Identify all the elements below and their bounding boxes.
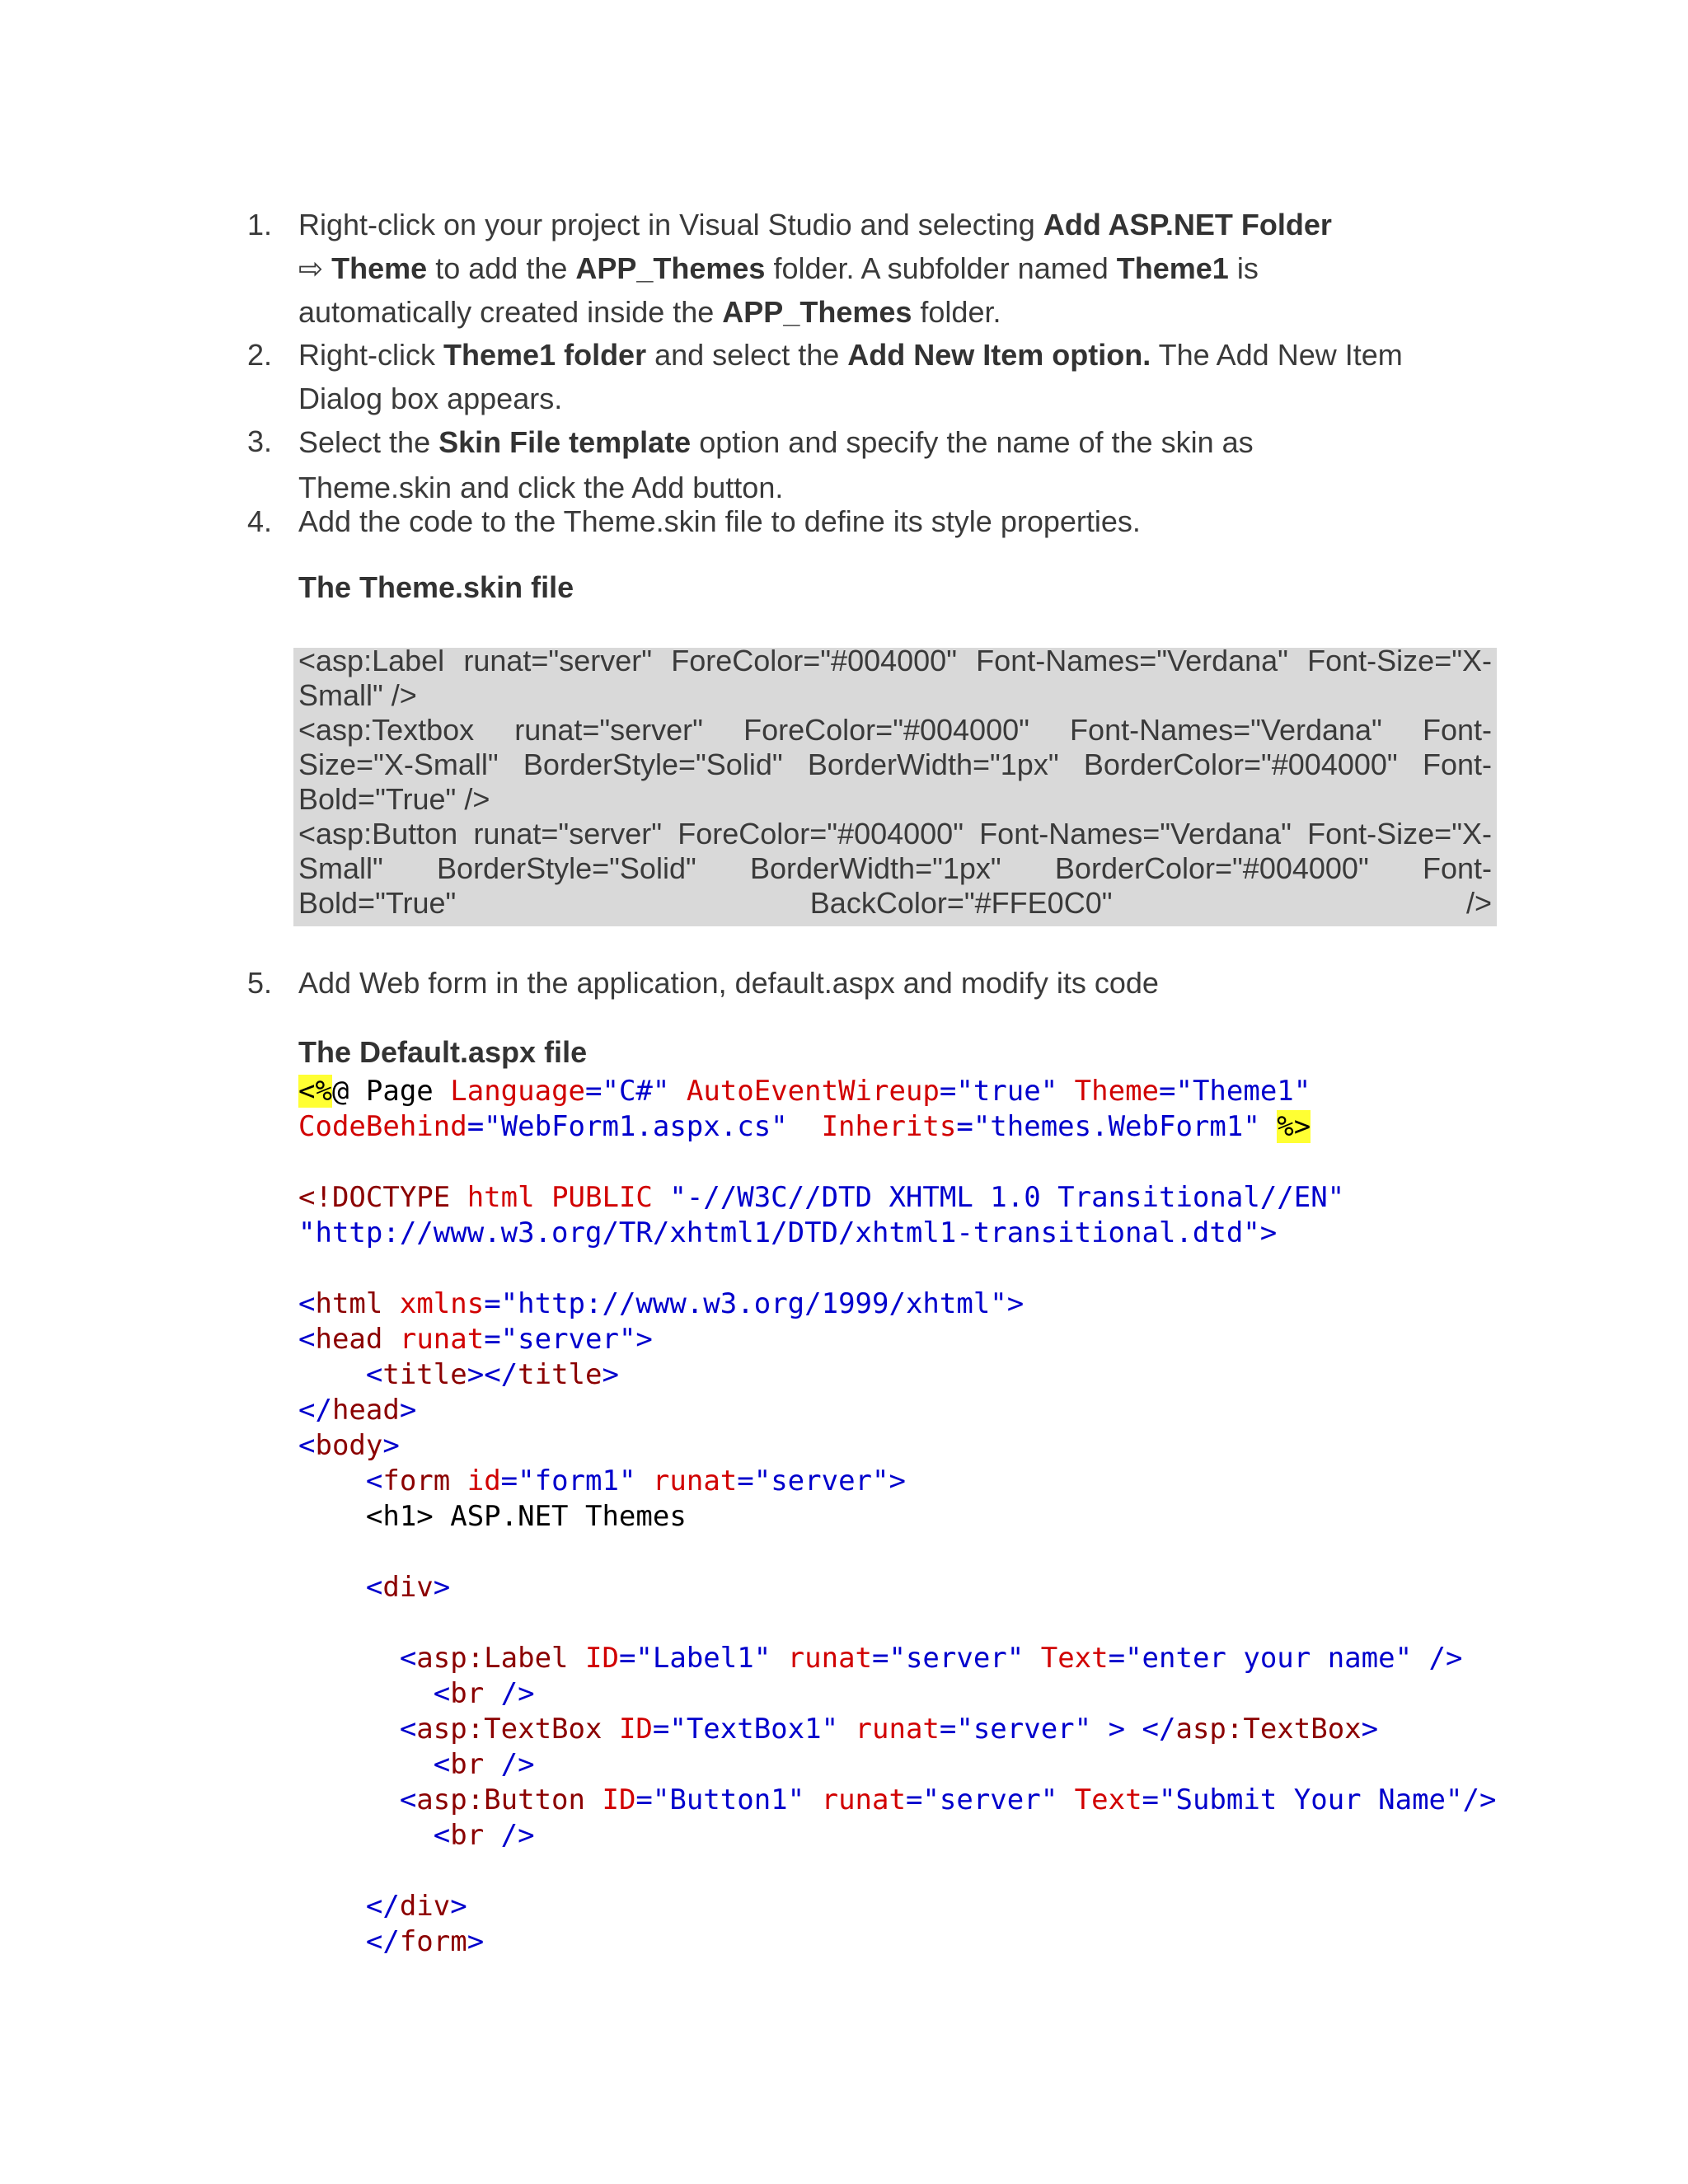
- code-token: <: [298, 1571, 383, 1604]
- step-4-text: [298, 499, 1493, 543]
- code-token: id: [467, 1465, 501, 1497]
- bold-text: Add ASP.NET Folder: [1043, 208, 1332, 241]
- code-token: ="WebForm1.aspx.cs": [467, 1110, 822, 1143]
- code-token: Inherits: [821, 1110, 957, 1143]
- code-token: runat: [821, 1783, 906, 1816]
- code-token: >: [450, 1890, 467, 1923]
- code-token: <: [298, 1748, 451, 1781]
- code-token: head: [315, 1323, 400, 1356]
- skin-file-heading: The Theme.skin file: [298, 570, 574, 604]
- code-token: >: [399, 1394, 417, 1427]
- code-token: runat: [787, 1642, 873, 1675]
- text-run: Right-click: [298, 338, 444, 372]
- step-number: 4.: [247, 504, 273, 538]
- code-token: asp:Label: [416, 1642, 585, 1675]
- code-token: form: [399, 1925, 467, 1958]
- code-line: [298, 1854, 1496, 1889]
- skin-code-line: Bold="True" />: [298, 782, 490, 816]
- code-token: Language: [450, 1075, 586, 1108]
- code-token: <: [298, 1358, 383, 1391]
- code-token: <: [298, 1819, 451, 1852]
- code-token: "http://www.w3.org/TR/xhtml1/DTD/xhtml1-transitional.dtd">: [298, 1216, 1278, 1249]
- step-line: [298, 333, 1493, 377]
- code-token: div: [399, 1890, 451, 1923]
- bold-text: APP_Themes: [575, 251, 766, 285]
- code-token: Theme: [1074, 1075, 1160, 1108]
- code-line: [298, 1924, 1496, 1960]
- code-token: >: [382, 1429, 400, 1462]
- code-token: <h1> ASP.NET Themes: [298, 1500, 687, 1533]
- code-token: head: [331, 1394, 400, 1427]
- code-line: [298, 1074, 1496, 1109]
- code-token: ="C#": [585, 1075, 687, 1108]
- highlighted-token: <%: [298, 1075, 332, 1108]
- code-token: asp:Button: [416, 1783, 603, 1816]
- code-token: ="server": [872, 1642, 1041, 1675]
- code-token: ="server">: [484, 1323, 653, 1356]
- code-token: <: [298, 1323, 316, 1356]
- code-token: ="Label1": [618, 1642, 788, 1675]
- code-token: runat: [855, 1713, 940, 1746]
- code-token: runat: [652, 1465, 738, 1497]
- code-line: [298, 1499, 1496, 1535]
- code-token: <: [298, 1783, 417, 1816]
- code-line: [298, 1570, 1496, 1605]
- skin-code-line: <asp:Label runat="server" ForeColor="#004000" Font-Names="Verdana" Font-Size="X-: [298, 644, 1492, 677]
- code-token: ="http://www.w3.org/1999/xhtml">: [484, 1287, 1025, 1320]
- step-number: 3.: [247, 424, 273, 458]
- code-token: asp:TextBox: [416, 1713, 619, 1746]
- skin-code-line: Small" />: [298, 678, 417, 712]
- code-line: [298, 1464, 1496, 1499]
- highlighted-token: %>: [1277, 1110, 1311, 1143]
- step-line: [298, 290, 1493, 334]
- step-5-text: [298, 961, 1493, 1005]
- step-number: 5.: [247, 966, 273, 1000]
- step-line: [298, 419, 1493, 465]
- code-token: asp:TextBox: [1175, 1713, 1362, 1746]
- code-token: ></: [467, 1358, 518, 1391]
- code-token: </: [298, 1890, 400, 1923]
- code-line: [298, 1251, 1496, 1286]
- code-token: ID: [618, 1713, 653, 1746]
- code-token: "-//W3C//DTD XHTML 1.0 Transitional//EN": [669, 1181, 1345, 1214]
- bold-text: Theme: [331, 251, 428, 285]
- code-token: PUBLIC: [551, 1181, 670, 1214]
- code-token: ="Theme1": [1159, 1075, 1311, 1108]
- skin-code-line: <asp:Textbox runat="server" ForeColor="#004000" Font-Names="Verdana" Font-: [298, 713, 1492, 747]
- code-line: [298, 1605, 1496, 1641]
- text-run: to add the: [427, 251, 576, 285]
- text-run: and select the: [646, 338, 848, 372]
- code-token: >: [602, 1358, 619, 1391]
- code-token: >: [1361, 1713, 1379, 1746]
- code-line: [298, 1393, 1496, 1428]
- code-token: @ Page: [331, 1075, 451, 1108]
- code-line: [298, 1428, 1496, 1464]
- code-line: [298, 1783, 1496, 1818]
- code-token: ="enter your name" />: [1108, 1642, 1463, 1675]
- code-token: ="true": [939, 1075, 1075, 1108]
- text-run: ⇨: [298, 251, 332, 285]
- code-line: [298, 1109, 1496, 1145]
- code-line: [298, 1747, 1496, 1783]
- code-token: br: [450, 1677, 501, 1710]
- text-run: Add the code to the Theme.skin file to define its style properties.: [298, 504, 1141, 538]
- code-token: <: [298, 1429, 316, 1462]
- bold-text: Theme1: [1116, 251, 1229, 285]
- text-run: Add Web form in the application, default.aspx and modify its code: [298, 966, 1159, 1000]
- bold-text: Theme1 folder: [443, 338, 647, 372]
- code-line: [298, 1322, 1496, 1357]
- code-token: html: [315, 1287, 400, 1320]
- code-token: />: [500, 1748, 535, 1781]
- step-line: [298, 377, 1493, 420]
- code-line: [298, 1286, 1496, 1322]
- step-number: 2.: [247, 338, 273, 372]
- step-line: [298, 499, 1493, 543]
- text-run: Right-click on your project in Visual Studio and selecting: [298, 208, 1043, 241]
- step-line: [298, 246, 1493, 290]
- code-token: ID: [585, 1642, 619, 1675]
- code-token: <: [298, 1713, 417, 1746]
- text-run: Theme.skin and click the Add button.: [298, 471, 784, 504]
- code-line: [298, 1216, 1496, 1251]
- code-token: xmlns: [399, 1287, 485, 1320]
- code-token: ="themes.WebForm1": [956, 1110, 1278, 1143]
- text-run: folder.: [912, 295, 1001, 329]
- code-line: [298, 1818, 1496, 1854]
- text-run: The Add New Item: [1151, 338, 1403, 372]
- code-token: <: [298, 1677, 451, 1710]
- code-token: ="TextBox1": [652, 1713, 856, 1746]
- code-token: br: [450, 1819, 501, 1852]
- code-token: <!DOCTYPE: [298, 1181, 467, 1214]
- step-3-text: [298, 419, 1493, 510]
- code-token: body: [315, 1429, 383, 1462]
- bold-text: Add New Item option.: [847, 338, 1151, 372]
- code-token: title: [382, 1358, 467, 1391]
- bold-text: Skin File template: [438, 425, 692, 459]
- skin-code-line: Size="X-Small" BorderStyle="Solid" BorderWidth="1px" BorderColor="#004000" Font-: [298, 748, 1492, 781]
- default-file-heading: The Default.aspx file: [298, 1035, 588, 1069]
- code-token: div: [382, 1571, 434, 1604]
- code-token: Text: [1040, 1642, 1109, 1675]
- text-run: Dialog box appears.: [298, 382, 563, 415]
- code-token: AutoEventWireup: [686, 1075, 940, 1108]
- code-line: [298, 1535, 1496, 1570]
- step-1-text: [298, 203, 1493, 334]
- code-token: form: [382, 1465, 467, 1497]
- code-token: html: [467, 1181, 552, 1214]
- code-token: </: [298, 1394, 332, 1427]
- text-run: is: [1228, 251, 1259, 285]
- code-token: </: [298, 1925, 400, 1958]
- code-token: <: [298, 1642, 417, 1675]
- code-token: ="form1": [500, 1465, 653, 1497]
- code-token: ="server">: [737, 1465, 906, 1497]
- text-run: option and specify the name of the skin as: [691, 425, 1254, 459]
- code-token: ="server": [905, 1783, 1075, 1816]
- code-token: ="server" > </: [939, 1713, 1176, 1746]
- code-token: ="Submit Your Name"/>: [1142, 1783, 1497, 1816]
- text-run: Select the: [298, 425, 439, 459]
- code-token: />: [500, 1819, 535, 1852]
- step-number: 1.: [247, 208, 273, 241]
- code-token: />: [500, 1677, 535, 1710]
- code-token: title: [518, 1358, 603, 1391]
- step-line: [298, 961, 1493, 1005]
- code-token: Text: [1074, 1783, 1142, 1816]
- skin-code-line: Small" BorderStyle="Solid" BorderWidth="1px" BorderColor="#004000" Font-: [298, 851, 1492, 885]
- bold-text: APP_Themes: [722, 295, 912, 329]
- code-line: [298, 1641, 1496, 1676]
- code-token: runat: [399, 1323, 485, 1356]
- code-token: ID: [602, 1783, 636, 1816]
- code-line: [298, 1889, 1496, 1924]
- step-line: [298, 203, 1493, 246]
- code-token: <: [298, 1287, 316, 1320]
- code-token: >: [467, 1925, 485, 1958]
- skin-code-line: <asp:Button runat="server" ForeColor="#004000" Font-Names="Verdana" Font-Size="X-: [298, 817, 1492, 851]
- text-run: automatically created inside the: [298, 295, 723, 329]
- code-line: [298, 1145, 1496, 1180]
- code-line: [298, 1357, 1496, 1393]
- code-token: >: [433, 1571, 451, 1604]
- code-line: [298, 1180, 1496, 1216]
- skin-code-line: Bold="True" BackColor="#FFE0C0" />: [298, 886, 1492, 920]
- code-line: [298, 1712, 1496, 1747]
- code-token: br: [450, 1748, 501, 1781]
- code-line: [298, 1676, 1496, 1712]
- code-token: CodeBehind: [298, 1110, 467, 1143]
- code-token: <: [298, 1465, 383, 1497]
- step-2-text: [298, 333, 1493, 420]
- text-run: folder. A subfolder named: [765, 251, 1117, 285]
- default-aspx-code: [298, 1074, 1496, 1960]
- code-token: ="Button1": [635, 1783, 822, 1816]
